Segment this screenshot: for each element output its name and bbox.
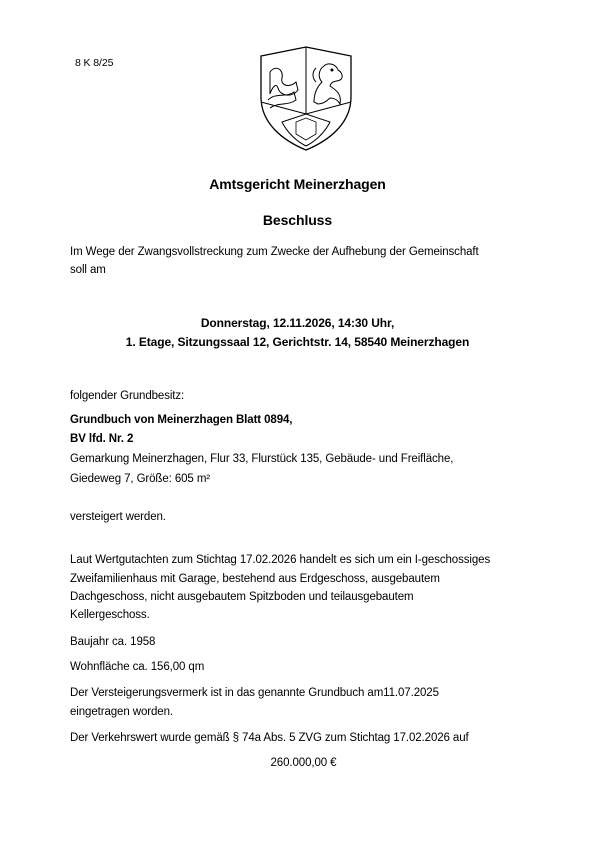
market-value-text: Der Verkehrswert wurde gemäß § 74a Abs. 5 ZVG zum Stichtag 17.02.2026 auf bbox=[70, 732, 469, 744]
auction-text: versteigert werden. bbox=[70, 511, 166, 523]
register-entry: BV lfd. Nr. 2 bbox=[70, 433, 134, 445]
property-line-1: Gemarkung Meinerzhagen, Flur 33, Flurstück 135, Gebäude- und Freifläche, bbox=[70, 453, 454, 465]
coat-of-arms-emblem bbox=[256, 42, 356, 154]
property-intro: folgender Grundbesitz: bbox=[70, 390, 185, 402]
document-heading: Beschluss bbox=[262, 212, 333, 228]
description-line-2: Zweifamilienhaus mit Garage, bestehend aus Erdgeschoss, ausgebautem bbox=[70, 573, 440, 585]
description-line-4: Kellergeschoss. bbox=[70, 609, 150, 621]
year-built: Baujahr ca. 1958 bbox=[70, 636, 156, 648]
appointment-place: 1. Etage, Sitzungssaal 12, Gerichtstr. 14, 58540 Meinerzhagen bbox=[125, 335, 470, 349]
intro-line-2: soll am bbox=[70, 264, 106, 276]
land-register: Grundbuch von Meinerzhagen Blatt 0894, bbox=[70, 414, 293, 426]
description-line-3: Dachgeschoss, nicht ausgebautem Spitzboden und teilausgebautem bbox=[70, 591, 414, 603]
property-line-2: Giedeweg 7, Größe: 605 m² bbox=[70, 473, 211, 485]
market-value: 260.000,00 € bbox=[270, 757, 337, 769]
description-line-1: Laut Wertgutachten zum Stichtag 17.02.2026 handelt es sich um ein I-geschossiges bbox=[70, 554, 491, 566]
registration-line-2: eingetragen worden. bbox=[70, 706, 173, 718]
court-name: Amtsgericht Meinerzhagen bbox=[209, 176, 386, 192]
intro-line-1: Im Wege der Zwangsvollstreckung zum Zwecke der Aufhebung der Gemeinschaft bbox=[70, 246, 479, 258]
living-area: Wohnfläche ca. 156,00 qm bbox=[70, 661, 205, 673]
registration-line-1: Der Versteigerungsvermerk ist in das genannte Grundbuch am11.07.2025 bbox=[70, 687, 439, 699]
file-number: 8 K 8/25 bbox=[75, 57, 114, 69]
appointment-date: Donnerstag, 12.11.2026, 14:30 Uhr, bbox=[200, 316, 395, 330]
